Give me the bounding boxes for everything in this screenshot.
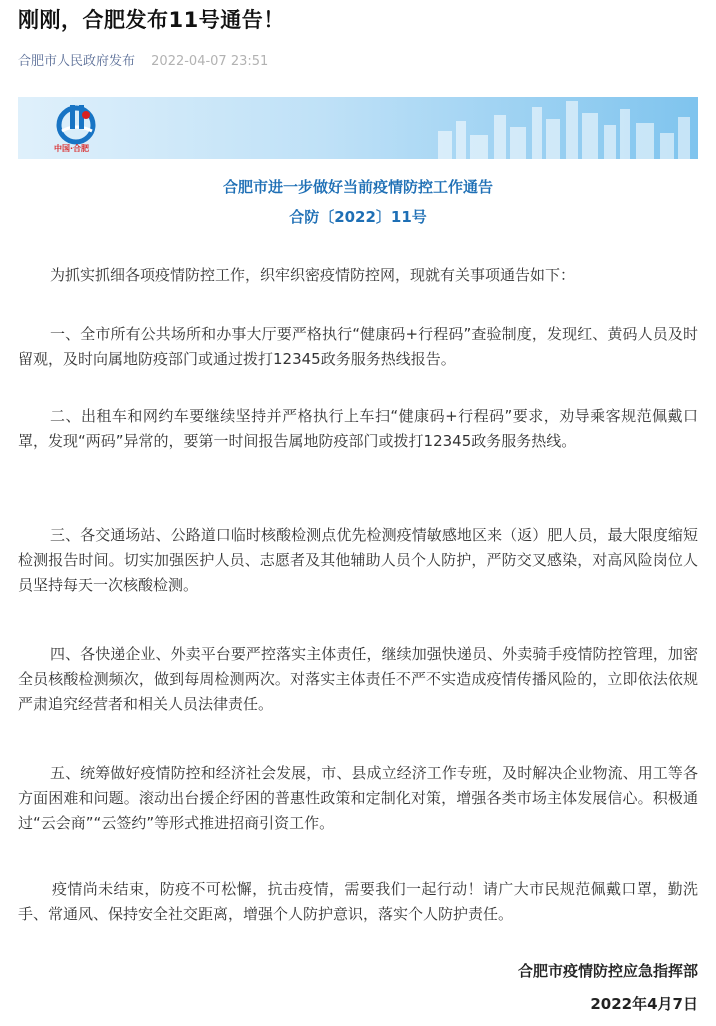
article-meta (18, 50, 268, 69)
publish-date: 2022-04-07 23:51 (151, 54, 269, 69)
notice-number: 合防〔2022〕11号 (289, 208, 427, 226)
notice-item-4: 四、各快递企业、外卖平台要严控落实主体责任，继续加强快递员、外卖骑手疫情防控管理，加密全员核酸检测频次，做到每周检测两次。对落实主体责任不严不实造成疫情传播风险的，立即依法依规严肃追究经营者和相关人员法律责任。 (18, 645, 698, 713)
notice-heading: 合肥市进一步做好当前疫情防控工作通告 (222, 178, 493, 196)
publisher-link[interactable]: 合肥市人民政府发布 (18, 54, 136, 69)
signature-organization: 合肥市疫情防控应急指挥部 (517, 962, 698, 980)
city-skyline-image (398, 97, 698, 159)
notice-item-5: 五、统筹做好疫情防控和经济社会发展，市、县成立经济工作专班，及时解决企业物流、用工等各方面困难和问题。滚动出台援企纾困的普惠性政策和定制化对策，增强各类市场主体发展信心。积极通过“云会商”“云签约”等形式推进招商引资工作。 (18, 764, 698, 832)
notice-item-1: 一、全市所有公共场所和办事大厅要严格执行“健康码+行程码”查验制度，发现红、黄码人员及时留观，及时向属地防疫部门或通过拨打12345政务服务热线报告。 (18, 325, 698, 368)
signature-date: 2022年4月7日 (590, 995, 698, 1013)
logo-caption: 中国·合肥 (54, 144, 90, 153)
closing-paragraph: 疫情尚未结束，防疫不可松懈，抗击疫情，需要我们一起行动！请广大市民规范佩戴口罩，勤洗手、常通风、保持安全社交距离，增强个人防护意识，落实个人防护责任。 (18, 880, 698, 923)
article-title: 刚刚，合肥发布11号通告！ (18, 8, 285, 32)
notice-item-2: 二、出租车和网约车要继续坚持并严格执行上车扫“健康码+行程码”要求，劝导乘客规范佩戴口罩，发现“两码”异常的，要第一时间报告属地防疫部门或拨打12345政务服务热线。 (18, 407, 698, 450)
notice-item-3: 三、各交通场站、公路道口临时核酸检测点优先检测疫情敏感地区来（返）肥人员，最大限度缩短检测报告时间。切实加强医护人员、志愿者及其他辅助人员个人防护，严防交叉感染，对高风险岗位人员坚持每天一次核酸检测。 (18, 526, 698, 594)
intro-paragraph: 为抓实抓细各项疫情防控工作，织牢织密疫情防控网，现就有关事项通告如下： (50, 266, 576, 284)
header-banner (18, 97, 698, 159)
